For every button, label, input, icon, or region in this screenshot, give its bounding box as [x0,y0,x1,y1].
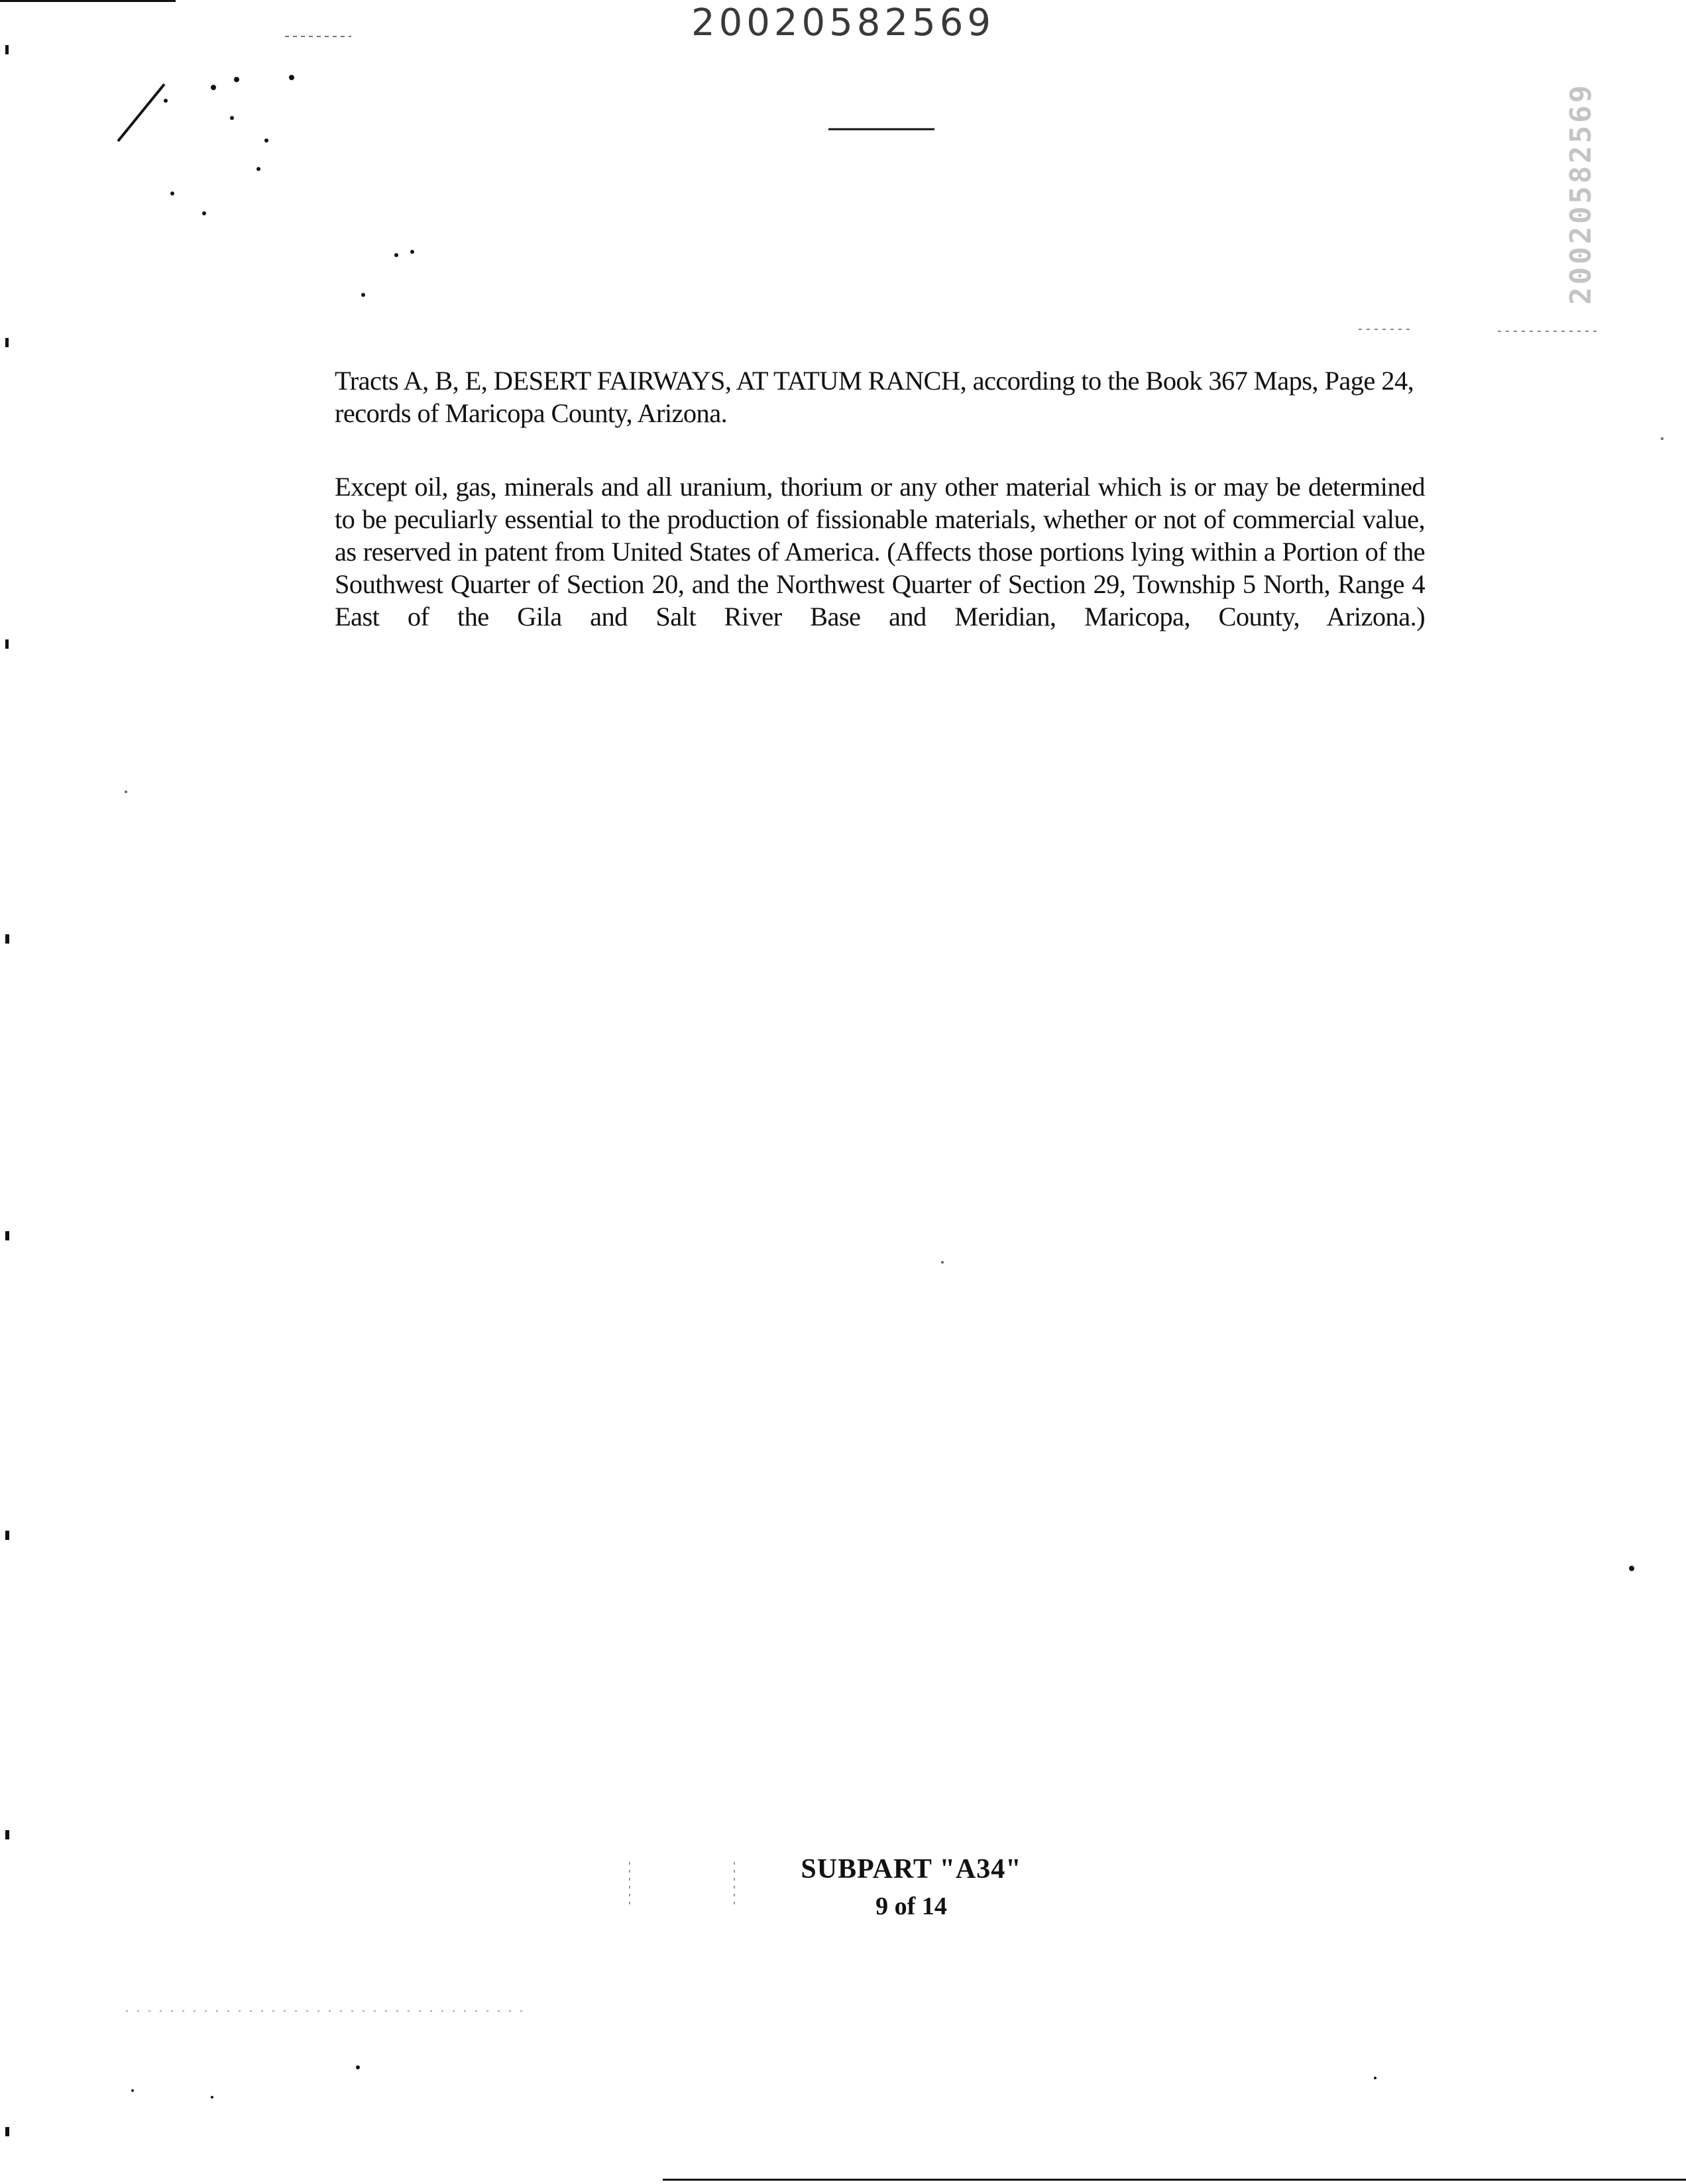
exception-paragraph: Except oil, gas, minerals and all uranium, thorium or any other material which is or may be determined to be peculiarly essential to the production of fissionable materials, whether or not of commercial value, as reserved in patent from United States of America. (Affects those portions lying within a Portion of the Southwest Quarter of Section 20, and the Northwest Quarter of Section 29, Township 5 North, Range 4 East of the Gila and Salt River Base and Meridian, Maricopa, County, Arizona.) [335,472,1425,631]
page-number: 9 of 14 [875,1892,947,1920]
subpart-label: SUBPART "A34" [801,1854,1022,1884]
side-stamp-number: 20020582569 [1564,82,1598,305]
recording-number: 20020582569 [691,1,995,44]
legal-description-paragraph: Tracts A, B, E, DESERT FAIRWAYS, AT TATUM RANCH, according to the Book 367 Maps, Page 24, records of Maricopa County, Arizona. [335,366,1414,428]
